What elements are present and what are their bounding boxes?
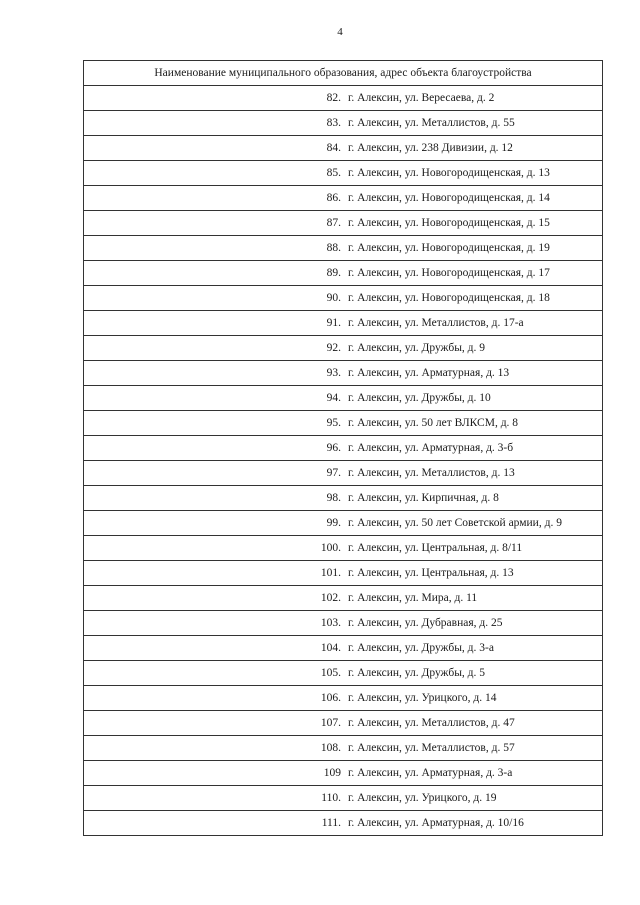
row-address: г. Алексин, ул. Мира, д. 11	[343, 586, 603, 611]
row-address: г. Алексин, ул. Металлистов, д. 55	[343, 111, 603, 136]
row-address: г. Алексин, ул. Дружбы, д. 3-а	[343, 636, 603, 661]
row-number: 99.	[84, 511, 344, 536]
row-address: г. Алексин, ул. Дубравная, д. 25	[343, 611, 603, 636]
table-row	[84, 136, 603, 161]
table-row	[84, 86, 603, 111]
table-row	[84, 711, 603, 736]
row-address: г. Алексин, ул. Дружбы, д. 5	[343, 661, 603, 686]
table-row	[84, 361, 603, 386]
table-row	[84, 211, 603, 236]
row-number: 87.	[84, 211, 344, 236]
row-number: 85.	[84, 161, 344, 186]
row-number: 84.	[84, 136, 344, 161]
row-address: г. Алексин, ул. Новогородищенская, д. 18	[343, 286, 603, 311]
table-row	[84, 636, 603, 661]
row-address: г. Алексин, ул. 238 Дивизии, д. 12	[343, 136, 603, 161]
table-row	[84, 486, 603, 511]
row-address: г. Алексин, ул. Новогородищенская, д. 15	[343, 211, 603, 236]
table-header: Наименование муниципального образования, адрес объекта благоустройства	[84, 61, 603, 86]
row-address: г. Алексин, ул. Вересаева, д. 2	[343, 86, 603, 111]
row-number: 83.	[84, 111, 344, 136]
table-body	[84, 86, 603, 836]
row-address: г. Алексин, ул. 50 лет ВЛКСМ, д. 8	[343, 411, 603, 436]
row-number: 92.	[84, 336, 344, 361]
table-row	[84, 736, 603, 761]
row-address: г. Алексин, ул. Новогородищенская, д. 14	[343, 186, 603, 211]
row-number: 105.	[84, 661, 344, 686]
row-number: 100.	[84, 536, 344, 561]
row-number: 107.	[84, 711, 344, 736]
row-address: г. Алексин, ул. Металлистов, д. 13	[343, 461, 603, 486]
row-number: 110.	[84, 786, 344, 811]
table-row	[84, 336, 603, 361]
row-number: 103.	[84, 611, 344, 636]
table-row	[84, 461, 603, 486]
table-row	[84, 111, 603, 136]
row-address: г. Алексин, ул. Арматурная, д. 13	[343, 361, 603, 386]
table-row	[84, 186, 603, 211]
row-address: г. Алексин, ул. Новогородищенская, д. 13	[343, 161, 603, 186]
table-row	[84, 661, 603, 686]
row-address: г. Алексин, ул. Кирпичная, д. 8	[343, 486, 603, 511]
row-address: г. Алексин, ул. 50 лет Советской армии, д. 9	[343, 511, 603, 536]
row-number: 96.	[84, 436, 344, 461]
row-address: г. Алексин, ул. Урицкого, д. 19	[343, 786, 603, 811]
row-number: 94.	[84, 386, 344, 411]
row-number: 111.	[84, 811, 344, 836]
table-row	[84, 536, 603, 561]
table-row	[84, 436, 603, 461]
row-number: 93.	[84, 361, 344, 386]
row-address: г. Алексин, ул. Арматурная, д. 3-а	[343, 761, 603, 786]
table-row	[84, 386, 603, 411]
row-address: г. Алексин, ул. Новогородищенская, д. 17	[343, 261, 603, 286]
row-address: г. Алексин, ул. Металлистов, д. 17-а	[343, 311, 603, 336]
row-number: 95.	[84, 411, 344, 436]
table-row	[84, 686, 603, 711]
row-number: 97.	[84, 461, 344, 486]
row-address: г. Алексин, ул. Дружбы, д. 9	[343, 336, 603, 361]
row-number: 91.	[84, 311, 344, 336]
table-row	[84, 286, 603, 311]
row-address: г. Алексин, ул. Металлистов, д. 57	[343, 736, 603, 761]
row-number: 104.	[84, 636, 344, 661]
row-number: 86.	[84, 186, 344, 211]
address-table	[83, 60, 603, 836]
row-address: г. Алексин, ул. Дружбы, д. 10	[343, 386, 603, 411]
table-row	[84, 511, 603, 536]
row-address: г. Алексин, ул. Новогородищенская, д. 19	[343, 236, 603, 261]
row-address: г. Алексин, ул. Урицкого, д. 14	[343, 686, 603, 711]
row-address: г. Алексин, ул. Арматурная, д. 3-б	[343, 436, 603, 461]
page-number: 4	[337, 26, 343, 38]
table-row	[84, 786, 603, 811]
row-number: 106.	[84, 686, 344, 711]
row-number: 101.	[84, 561, 344, 586]
row-number: 82.	[84, 86, 344, 111]
table-row	[84, 236, 603, 261]
table-row	[84, 561, 603, 586]
table-row	[84, 586, 603, 611]
row-number: 89.	[84, 261, 344, 286]
row-number: 88.	[84, 236, 344, 261]
row-address: г. Алексин, ул. Центральная, д. 8/11	[343, 536, 603, 561]
row-address: г. Алексин, ул. Центральная, д. 13	[343, 561, 603, 586]
row-number: 98.	[84, 486, 344, 511]
row-address: г. Алексин, ул. Арматурная, д. 10/16	[343, 811, 603, 836]
table-row	[84, 411, 603, 436]
table-row	[84, 761, 603, 786]
table-row	[84, 311, 603, 336]
table-row	[84, 261, 603, 286]
row-number: 108.	[84, 736, 344, 761]
row-address: г. Алексин, ул. Металлистов, д. 47	[343, 711, 603, 736]
row-number: 90.	[84, 286, 344, 311]
row-number: 109	[84, 761, 344, 786]
table-row	[84, 161, 603, 186]
row-number: 102.	[84, 586, 344, 611]
table-row	[84, 811, 603, 836]
table-row	[84, 611, 603, 636]
